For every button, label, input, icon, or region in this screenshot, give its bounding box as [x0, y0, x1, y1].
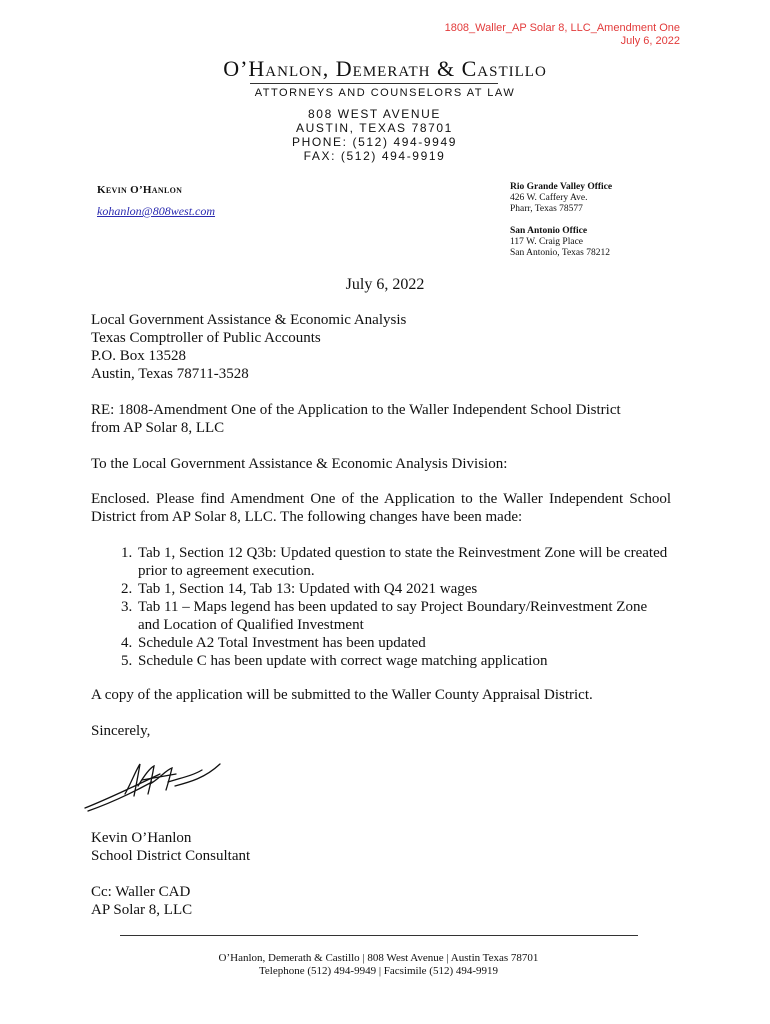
signer-name: Kevin O’Hanlon — [91, 830, 192, 846]
list-item: 5. Schedule C has been update with correct wage matching application — [136, 652, 671, 670]
signer-block — [91, 829, 671, 865]
recipient-block — [91, 311, 671, 383]
office-title: Rio Grande Valley Office — [510, 182, 613, 192]
changes-list — [91, 544, 671, 670]
salutation: To the Local Government Assistance & Economic Analysis Division: — [91, 456, 508, 472]
list-item: 2. Tab 1, Section 14, Tab 13: Updated with Q4 2021 wages — [136, 580, 671, 598]
cc-line-2: AP Solar 8, LLC — [91, 902, 193, 918]
author-name: Kevin O’Hanlon — [97, 184, 183, 196]
closing-note: A copy of the application will be submitted to the Waller County Appraisal District. — [91, 687, 593, 703]
letter-date: July 6, 2022 — [345, 276, 425, 293]
list-item: 3. Tab 11 – Maps legend has been updated to say Project Boundary/Reinvestment Zone and Location of Qualified Investment — [136, 598, 671, 634]
list-item: 1. Tab 1, Section 12 Q3b: Updated question to state the Reinvestment Zone will be created prior to agreement execution. — [136, 544, 671, 580]
author-email-link[interactable]: kohanlon@808west.com — [97, 204, 216, 218]
office-address-line: San Antonio, Texas 78212 — [510, 248, 610, 258]
document-stamp — [445, 22, 680, 48]
valediction: Sincerely, — [91, 723, 151, 739]
intro-paragraph: Enclosed. Please find Amendment One of the Application to the Waller Independent School District from AP Solar 8, LLC. The following changes have been made: — [91, 491, 671, 525]
signer-title: School District Consultant — [91, 848, 251, 864]
office-address-line: 426 W. Caffery Ave. — [510, 193, 588, 203]
stamp-line-1: 1808_Waller_AP Solar 8, LLC_Amendment One — [444, 22, 680, 34]
office-rio-grande — [510, 182, 612, 215]
firm-fax: FAX: (512) 494-9919 — [303, 149, 446, 163]
recipient-line: Austin, Texas 78711-3528 — [91, 366, 249, 382]
signature-image — [80, 756, 230, 816]
list-item: 4. Schedule A2 Total Investment has been updated — [136, 634, 671, 652]
stamp-line-2: July 6, 2022 — [620, 35, 680, 47]
office-address-line: Pharr, Texas 78577 — [510, 204, 583, 214]
cc-line-1: Cc: Waller CAD — [91, 884, 191, 900]
recipient-line: Texas Comptroller of Public Accounts — [91, 330, 321, 346]
office-address-line: 117 W. Craig Place — [510, 237, 583, 247]
firm-tagline: ATTORNEYS AND COUNSELORS AT LAW — [254, 87, 516, 99]
recipient-line: Local Government Assistance & Economic Analysis — [91, 312, 407, 328]
footer-phone: Telephone (512) 494-9949 | Facsimile (512) 494-9919 — [258, 965, 499, 977]
letterhead-divider — [250, 83, 498, 84]
recipient-line: P.O. Box 13528 — [91, 348, 187, 364]
office-san-antonio — [510, 226, 610, 259]
firm-name: O’Hanlon, Demerath & Castillo — [223, 56, 547, 81]
office-title: San Antonio Office — [510, 226, 588, 236]
firm-address-street: 808 WEST AVENUE — [308, 107, 441, 121]
firm-phone: PHONE: (512) 494-9949 — [291, 135, 457, 149]
subject-line — [91, 401, 691, 437]
footer-address: O’Hanlon, Demerath & Castillo | 808 West Avenue | Austin Texas 78701 — [218, 952, 539, 964]
cc-block — [91, 883, 671, 919]
subject-line-2: from AP Solar 8, LLC — [91, 420, 225, 436]
subject-line-1: RE: 1808-Amendment One of the Application to the Waller Independent School District — [91, 402, 621, 418]
firm-address-city: AUSTIN, TEXAS 78701 — [296, 121, 453, 135]
footer-divider — [120, 935, 638, 936]
